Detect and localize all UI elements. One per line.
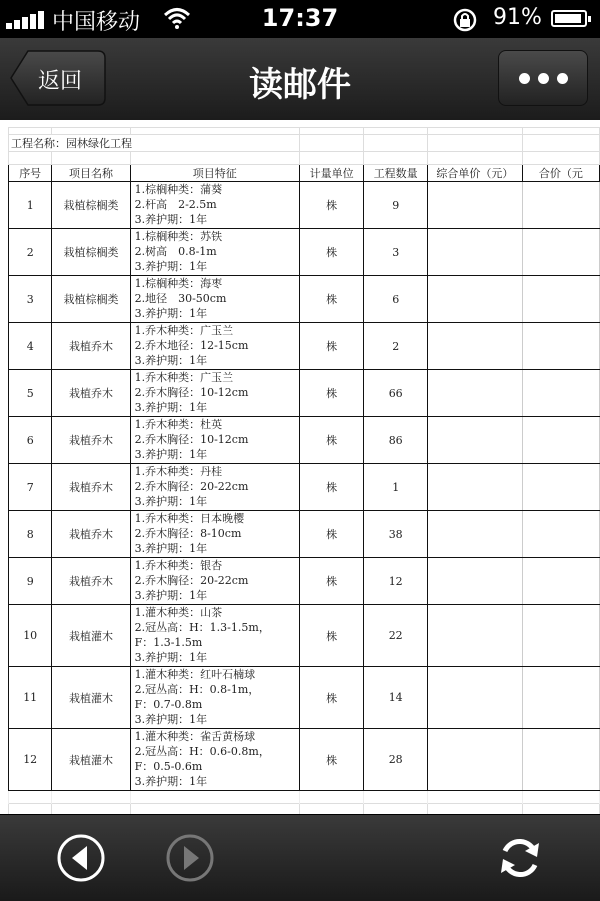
features-cell [130, 417, 299, 464]
quantity-cell: 38 [364, 511, 428, 558]
row-number: 4 [9, 323, 52, 370]
status-bar [0, 0, 600, 38]
item-name: 栽植乔木 [52, 558, 130, 605]
feature-line: 3.养护期：1年 [134, 401, 208, 414]
quantity-cell: 22 [364, 605, 428, 667]
table-row [9, 276, 600, 323]
carrier-label: 中国移动 [52, 10, 141, 35]
row-number: 11 [9, 667, 52, 729]
bottom-toolbar [0, 814, 600, 901]
unit-cell: 株 [299, 729, 363, 791]
table-row [9, 182, 600, 229]
feature-line: 1.乔木种类：银杏 [134, 559, 223, 572]
unit-cell: 株 [299, 667, 363, 729]
unit-cell: 株 [299, 464, 363, 511]
project-name: 工程名称：园林绿化工程 [9, 135, 300, 152]
battery-icon [551, 10, 587, 27]
forward-arrow-icon[interactable] [165, 833, 215, 883]
unit-cell: 株 [299, 370, 363, 417]
total-price-cell [522, 464, 599, 511]
item-name: 栽植乔木 [52, 323, 130, 370]
more-dots-icon [519, 73, 530, 84]
quantity-cell: 14 [364, 667, 428, 729]
quantity-cell: 9 [364, 182, 428, 229]
feature-line: 2.杆高 2-2.5m [134, 198, 217, 211]
quantity-cell: 28 [364, 729, 428, 791]
feature-line: 3.养护期：1年 [134, 495, 208, 508]
total-price-cell [522, 511, 599, 558]
feature-line: 2.乔木胸径：20-22cm [134, 480, 249, 493]
row-number: 1 [9, 182, 52, 229]
total-price-cell [522, 667, 599, 729]
feature-line: 3.养护期：1年 [134, 260, 208, 273]
features-cell [130, 511, 299, 558]
header-cell: 计量单位 [299, 165, 363, 182]
feature-line: 3.养护期：1年 [134, 589, 208, 602]
feature-line: F：0.7-0.8m [134, 698, 203, 711]
more-dot [538, 73, 549, 84]
quantity-cell: 86 [364, 417, 428, 464]
feature-line: 3.养护期：1年 [134, 775, 208, 788]
feature-line: 1.乔木种类：广玉兰 [134, 371, 234, 384]
row-number: 10 [9, 605, 52, 667]
feature-line: 3.养护期：1年 [134, 213, 208, 226]
feature-line: 2.树高 0.8-1m [134, 245, 217, 258]
unit-price-cell [427, 667, 522, 729]
feature-line: 3.养护期：1年 [134, 651, 208, 664]
page-title: 读邮件 [249, 65, 351, 105]
unit-cell: 株 [299, 229, 363, 276]
feature-line: 1.乔木种类：丹桂 [134, 465, 223, 478]
feature-line: 3.养护期：1年 [134, 448, 208, 461]
row-number: 3 [9, 276, 52, 323]
total-price-cell [522, 323, 599, 370]
item-name: 栽植乔木 [52, 370, 130, 417]
table-row [9, 605, 600, 667]
feature-line: 3.养护期：1年 [134, 307, 208, 320]
item-name: 栽植棕榈类 [52, 182, 130, 229]
row-number: 7 [9, 464, 52, 511]
feature-line: 3.养护期：1年 [134, 713, 208, 726]
quantity-cell: 66 [364, 370, 428, 417]
feature-line: 2.冠丛高：H：0.6-0.8m， [134, 745, 270, 758]
feature-line: 3.养护期：1年 [134, 542, 208, 555]
table-row [9, 417, 600, 464]
unit-cell: 株 [299, 511, 363, 558]
feature-line: F：1.3-1.5m [134, 636, 203, 649]
quantity-cell: 1 [364, 464, 428, 511]
table-row [9, 558, 600, 605]
features-cell [130, 667, 299, 729]
unit-cell: 株 [299, 276, 363, 323]
features-cell [130, 370, 299, 417]
unit-price-cell [427, 464, 522, 511]
feature-line: 1.乔木种类：广玉兰 [134, 324, 234, 337]
unit-price-cell [427, 417, 522, 464]
item-name: 栽植灌木 [52, 667, 130, 729]
rotation-lock-icon [452, 8, 478, 32]
header-cell: 工程数量 [364, 165, 428, 182]
table-row [9, 667, 600, 729]
unit-cell: 株 [299, 605, 363, 667]
features-cell [130, 558, 299, 605]
unit-cell: 株 [299, 558, 363, 605]
unit-price-cell [427, 370, 522, 417]
feature-line: 2.乔木胸径：10-12cm [134, 433, 249, 446]
feature-line: 2.冠丛高：H：1.3-1.5m， [134, 621, 270, 634]
item-name: 栽植乔木 [52, 511, 130, 558]
features-cell [130, 229, 299, 276]
unit-price-cell [427, 182, 522, 229]
item-name: 栽植棕榈类 [52, 229, 130, 276]
table-row [9, 729, 600, 791]
features-cell [130, 464, 299, 511]
row-number: 12 [9, 729, 52, 791]
unit-cell: 株 [299, 417, 363, 464]
unit-cell: 株 [299, 182, 363, 229]
unit-price-cell [427, 729, 522, 791]
item-name: 栽植乔木 [52, 417, 130, 464]
email-attachment-document[interactable] [0, 120, 600, 814]
feature-line: 2.乔木胸径：20-22cm [134, 574, 249, 587]
back-arrow-icon[interactable] [56, 833, 106, 883]
unit-price-cell [427, 229, 522, 276]
feature-line: 2.乔木胸径：10-12cm [134, 386, 249, 399]
feature-line: 1.乔木种类：杜英 [134, 418, 223, 431]
header-cell: 序号 [9, 165, 52, 182]
header-cell: 项目名称 [52, 165, 130, 182]
feature-line: 3.养护期：1年 [134, 354, 208, 367]
quantity-cell: 6 [364, 276, 428, 323]
table-row [9, 511, 600, 558]
row-number: 8 [9, 511, 52, 558]
feature-line: 1.棕榈种类：苏铁 [134, 230, 223, 243]
unit-price-cell [427, 605, 522, 667]
unit-price-cell [427, 511, 522, 558]
total-price-cell [522, 229, 599, 276]
item-name: 栽植灌木 [52, 605, 130, 667]
quantity-cell: 2 [364, 323, 428, 370]
table-row [9, 323, 600, 370]
total-price-cell [522, 370, 599, 417]
total-price-cell [522, 182, 599, 229]
bill-of-quantities-table [8, 127, 600, 814]
unit-price-cell [427, 276, 522, 323]
total-price-cell [522, 729, 599, 791]
features-cell [130, 276, 299, 323]
features-cell [130, 323, 299, 370]
total-price-cell [522, 558, 599, 605]
refresh-icon[interactable] [495, 833, 545, 883]
feature-line: 1.灌木种类：山茶 [134, 606, 223, 619]
feature-line: 2.地径 30-50cm [134, 292, 227, 305]
header-cell: 合价（元 [522, 165, 599, 182]
more-button[interactable] [498, 50, 588, 106]
quantity-cell: 12 [364, 558, 428, 605]
row-number: 6 [9, 417, 52, 464]
clock: 17:37 [261, 4, 339, 32]
more-dot [557, 73, 568, 84]
battery-percent: 91% [493, 5, 542, 30]
features-cell [130, 605, 299, 667]
item-name: 栽植棕榈类 [52, 276, 130, 323]
total-price-cell [522, 276, 599, 323]
unit-price-cell [427, 323, 522, 370]
table-row [9, 464, 600, 511]
feature-line: 2.乔木胸径：8-10cm [134, 527, 242, 540]
features-cell [130, 182, 299, 229]
feature-line: 1.棕榈种类：海枣 [134, 277, 223, 290]
table-row [9, 229, 600, 276]
feature-line: F：0.5-0.6m [134, 760, 203, 773]
header-cell: 项目特征 [130, 165, 299, 182]
row-number: 9 [9, 558, 52, 605]
total-price-cell [522, 605, 599, 667]
unit-cell: 株 [299, 323, 363, 370]
back-label: 返回 [38, 69, 83, 94]
feature-line: 2.冠丛高：H：0.8-1m， [134, 683, 260, 696]
item-name: 栽植乔木 [52, 464, 130, 511]
quantity-cell: 3 [364, 229, 428, 276]
unit-price-cell [427, 558, 522, 605]
feature-line: 1.乔木种类：日本晚樱 [134, 512, 245, 525]
table-row [9, 370, 600, 417]
nav-bar [0, 38, 600, 121]
feature-line: 1.灌木种类：雀舌黄杨球 [134, 730, 256, 743]
feature-line: 1.灌木种类：红叶石楠球 [134, 668, 256, 681]
item-name: 栽植灌木 [52, 729, 130, 791]
row-number: 2 [9, 229, 52, 276]
table-header [9, 165, 600, 182]
total-price-cell [522, 417, 599, 464]
feature-line: 2.乔木地径：12-15cm [134, 339, 249, 352]
features-cell [130, 729, 299, 791]
feature-line: 1.棕榈种类：蒲葵 [134, 183, 223, 196]
row-number: 5 [9, 370, 52, 417]
header-cell: 综合单价（元） [427, 165, 522, 182]
